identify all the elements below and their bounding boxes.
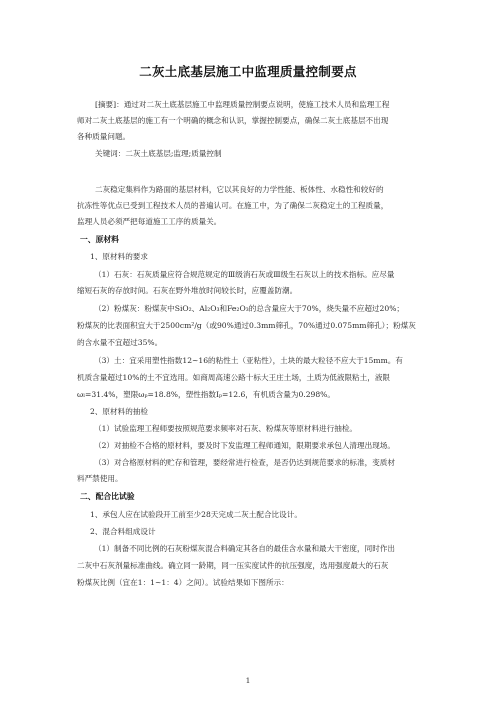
intro-line-2: 抗冻性等优点已受到工程技术人员的普遍认可。在施工中，为了确保二灰稳定土的工程质量，: [77, 201, 389, 210]
sampling-item-3-line-2: 料严禁使用。: [77, 474, 123, 483]
intro-line-1: 二灰稳定集料作为路面的基层材料，它以其良好的力学性能、板体性、水稳性和较好的: [95, 185, 384, 194]
abstract-line-1: [摘要]：通过对二灰土底基层施工中监理质量控制要点说明，使施工技术人员和监理工程: [95, 100, 390, 109]
lime-line-1: （1）石灰：石灰质量应符合规范规定的Ⅲ级消石灰或Ⅲ级生石灰以上的技术指标。应尽量: [94, 270, 395, 279]
flyash-line-2: 粉煤灰的比表面积宜大于2500cm²/g（或90%通过0.3mm筛孔，70%通过0.075mm筛孔）；粉煤灰: [77, 321, 416, 330]
sampling-item-3-line-1: （3）对合格原材料的贮存和管理，要经常进行检查，是否仍达到规范要求的标准，变质材: [94, 458, 395, 467]
mix-item-1: 1、承包人应在试验段开工前至少28天完成二灰土配合比设计。: [90, 510, 302, 519]
flyash-line-1: （2）粉煤灰：粉煤灰中SiO₂、Al₂O₃和Fe₂O₃的总含量应大于70%，烧失量不应超过20%；: [94, 304, 404, 313]
page-number: 1: [245, 676, 251, 685]
soil-line-2: 机质含量超过10%的土不宜选用。如商周高速公路十标大王庄土场，土质为低液限粘土，液限: [77, 373, 391, 382]
abstract-line-3: 各种质量问题。: [77, 132, 131, 141]
subheading-material-requirements: 1、原材料的要求: [90, 252, 148, 261]
sampling-item-2: （2）对抽检不合格的原材料，要及时下发监理工程师通知，限期要求承包人清理出现场。: [94, 441, 395, 450]
lime-line-2: 缩短石灰的存放时间。石灰在野外堆放时间较长时，应覆盖防潮。: [77, 286, 298, 295]
section-heading-materials: 一、原材料: [80, 235, 119, 244]
sampling-item-1: （1）试验监理工程师要按照规范要求频率对石灰、粉煤灰等原材料进行抽检。: [94, 424, 358, 433]
mix-design-line-2: 二灰中石灰剂量标准曲线。确立同一龄期，同一压实度试件的抗压强度，选用强度最大的石灰: [77, 561, 389, 570]
flyash-line-3: 的含水量不宜超过35%。: [77, 338, 163, 347]
mix-item-2: 2、混合料组成设计: [90, 527, 156, 536]
soil-line-1: （3）土：宜采用塑性指数12~16的粘性土（亚粘性），土块的最大粒径不应大于15mm。有: [94, 356, 403, 365]
section-heading-mix-test: 二、配合比试验: [80, 492, 135, 501]
intro-line-3: 监理人员必须严把每道施工工序的质量关。: [77, 217, 222, 226]
mix-design-line-1: （1）制备不同比例的石灰粉煤灰混合料确定其各自的最佳含水量和最大干密度，同时作出: [94, 544, 395, 553]
subheading-material-sampling: 2、原材料的抽检: [90, 407, 148, 416]
keywords: 关键词：二灰土底基层;监理;质量控制: [95, 149, 222, 158]
soil-line-3: ωₗ=31.4%，塑限ωₚ=18.8%，塑性指数Iₚ=12.6，有机质含量为0.298%。: [77, 390, 335, 399]
document-title: 二灰土底基层施工中监理质量控制要点: [139, 64, 357, 79]
mix-design-line-3: 粉煤灰比例（宜在1：1~1：4）之间）。试验结果如下图所示：: [77, 578, 289, 587]
abstract-line-2: 师对二灰土底基层的施工有一个明确的概念和认识，掌握控制要点，确保二灰土底基层不出现: [77, 116, 389, 125]
